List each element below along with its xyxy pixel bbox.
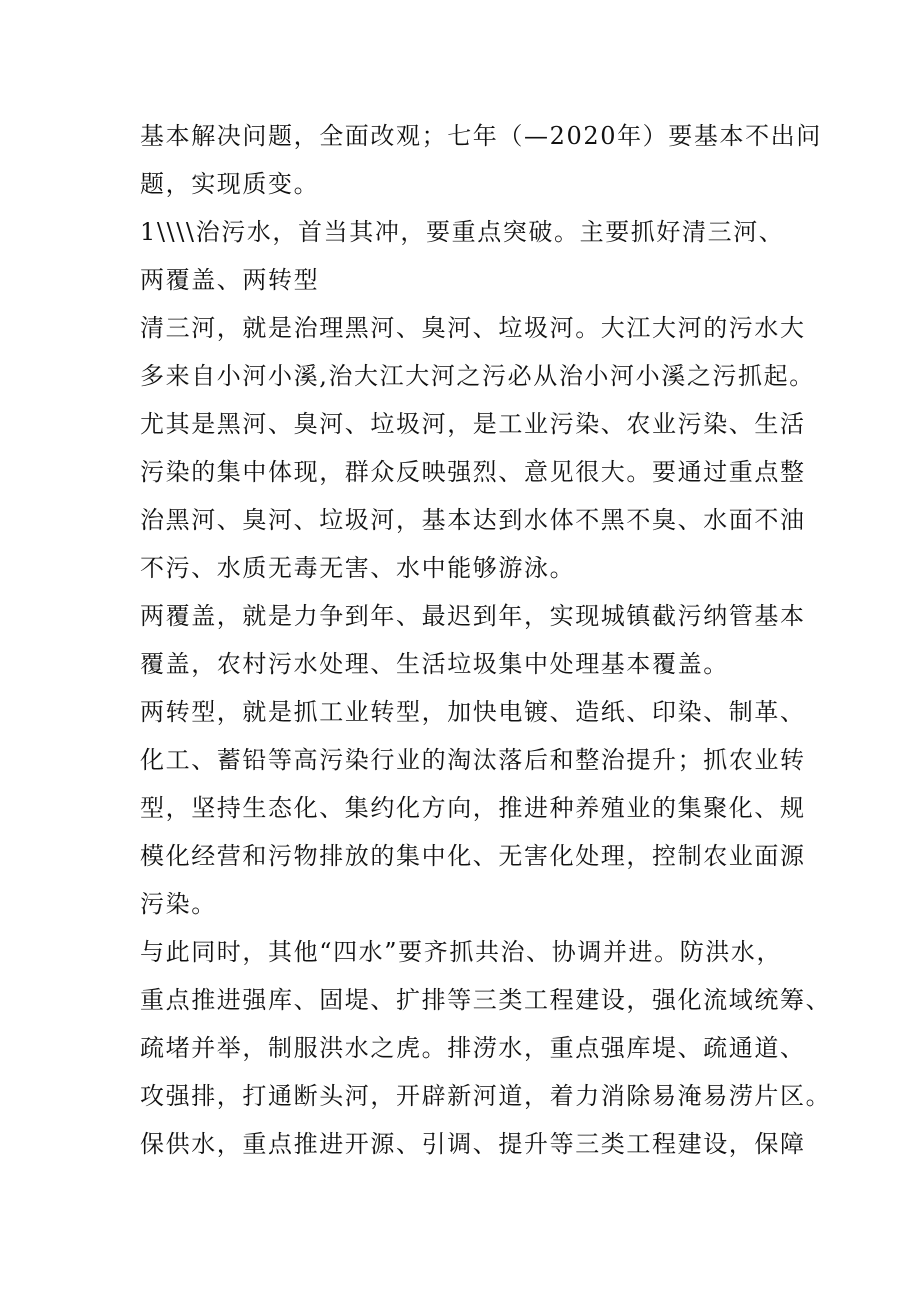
text-line: 两覆盖，就是力争到年、最迟到年，实现城镇截污纳管基本 — [140, 602, 806, 630]
text-line: 多来自小河小溪,治大江大河之污必从治小河小溪之污抓起。 — [140, 362, 815, 390]
text-line: 模化经营和污物排放的集中化、无害化处理，控制农业面源 — [140, 842, 806, 870]
text-line: 攻强排，打通断头河，开辟新河道，着力消除易淹易涝片区。 — [140, 1082, 832, 1110]
text-line: 两覆盖、两转型 — [140, 266, 320, 294]
text-line: 与此同时，其他“四水”要齐抓共治、协调并进。防洪水， — [140, 938, 783, 966]
text-line: 覆盖，农村污水处理、生活垃圾集中处理基本覆盖。 — [140, 650, 729, 678]
text-line: 疏堵并举，制服洪水之虎。排涝水，重点强库堤、疏通道、 — [140, 1034, 806, 1062]
text-line: 型，坚持生态化、集约化方向，推进种养殖业的集聚化、规 — [140, 794, 806, 822]
text-line: 化工、蓄铅等高污染行业的淘汰落后和整治提升；抓农业转 — [140, 746, 806, 774]
text-line: 尤其是黑河、臭河、垃圾河，是工业污染、农业污染、生活 — [140, 410, 806, 438]
text-line: 两转型，就是抓工业转型，加快电镀、造纸、印染、制革、 — [140, 698, 806, 726]
text-line: 污染的集中体现，群众反映强烈、意见很大。要通过重点整 — [140, 458, 806, 486]
text-line: 1\\\\治污水，首当其冲，要重点突破。主要抓好清三河、 — [140, 218, 785, 246]
text-line: 题，实现质变。 — [140, 170, 320, 198]
text-line: 保供水，重点推进开源、引调、提升等三类工程建设，保障 — [140, 1130, 806, 1158]
text-line: 治黑河、臭河、垃圾河，基本达到水体不黑不臭、水面不油 — [140, 506, 806, 534]
text-line: 污染。 — [140, 890, 217, 918]
text-line: 不污、水质无毒无害、水中能够游泳。 — [140, 554, 576, 582]
text-line: 清三河，就是治理黑河、臭河、垃圾河。大江大河的污水大 — [140, 314, 806, 342]
document-body — [140, 112, 832, 1168]
text-line: 重点推进强库、固堤、扩排等三类工程建设，强化流域统筹、 — [140, 986, 832, 1014]
text-line: 基本解决问题，全面改观；七年（—2020年）要基本不出问 — [140, 122, 822, 150]
